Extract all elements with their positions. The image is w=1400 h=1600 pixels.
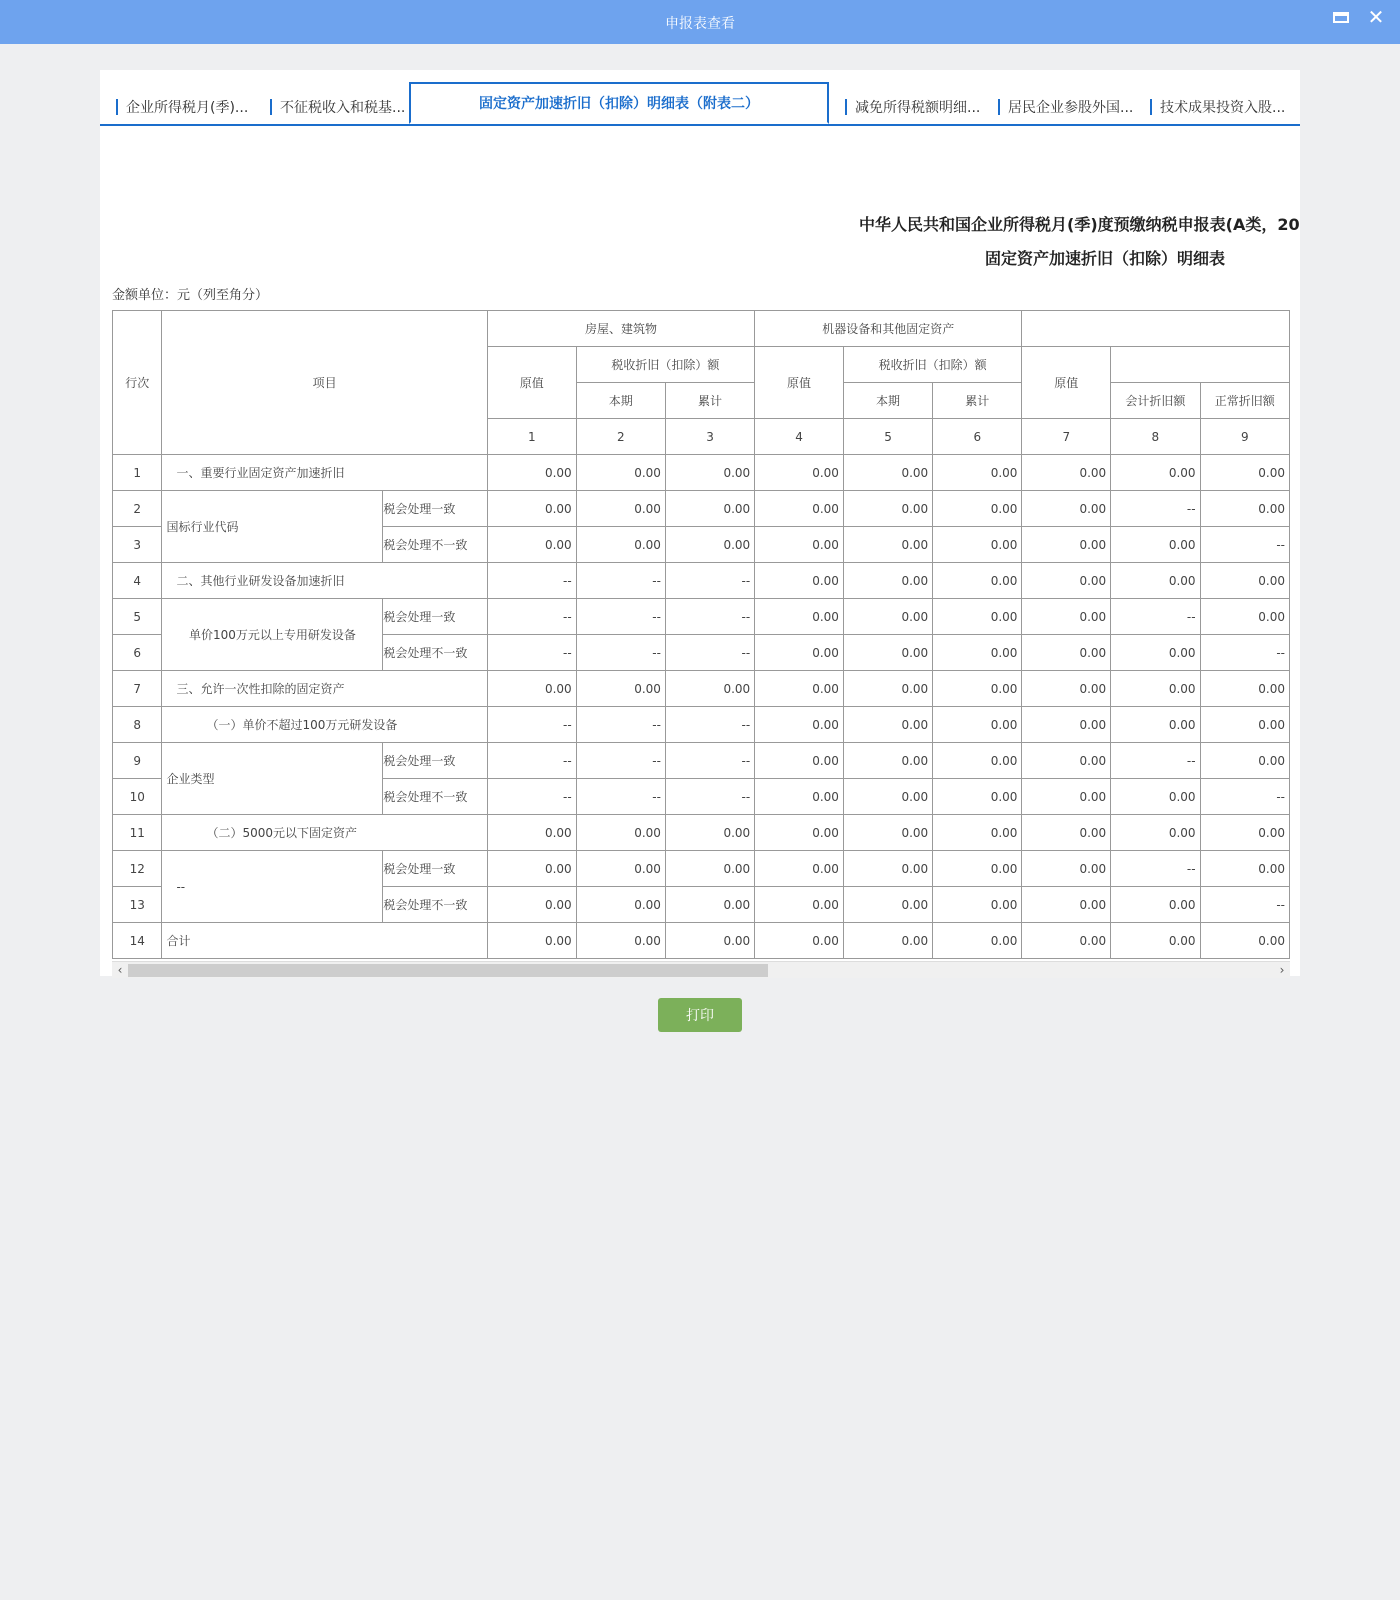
- amount-cell: 0.00: [1022, 455, 1111, 491]
- column-number: 9: [1200, 419, 1289, 455]
- tab-foreign-shareholding[interactable]: [998, 96, 1133, 118]
- amount-cell: 0.00: [933, 635, 1022, 671]
- depreciation-table: [112, 310, 1290, 959]
- window-titlebar: [0, 0, 1400, 44]
- amount-cell: 0.00: [576, 923, 665, 959]
- tax-treatment-label: 税会处理不一致: [383, 635, 488, 671]
- tab-label: 技术成果投资入股...: [1160, 100, 1286, 116]
- amount-cell: 0.00: [933, 851, 1022, 887]
- amount-cell: 0.00: [487, 851, 576, 887]
- amount-cell: --: [1200, 527, 1289, 563]
- table-row: [113, 455, 1290, 491]
- amount-cell: --: [665, 707, 754, 743]
- amount-cell: 0.00: [1111, 779, 1200, 815]
- amount-cell: --: [487, 707, 576, 743]
- table-row: [113, 563, 1290, 599]
- amount-cell: --: [665, 743, 754, 779]
- amount-cell: 0.00: [665, 671, 754, 707]
- tax-treatment-label: 税会处理一致: [383, 599, 488, 635]
- header-tax-depreciation: 税收折旧（扣除）额: [843, 347, 1022, 383]
- amount-cell: 0.00: [755, 743, 844, 779]
- amount-cell: 0.00: [843, 671, 932, 707]
- table-row: [113, 851, 1290, 887]
- amount-cell: 0.00: [933, 491, 1022, 527]
- amount-cell: --: [1200, 779, 1289, 815]
- amount-cell: 0.00: [1022, 671, 1111, 707]
- amount-cell: 0.00: [755, 851, 844, 887]
- amount-cell: 0.00: [843, 599, 932, 635]
- amount-cell: 0.00: [487, 923, 576, 959]
- amount-cell: 0.00: [576, 851, 665, 887]
- amount-cell: 0.00: [755, 599, 844, 635]
- amount-cell: 0.00: [933, 563, 1022, 599]
- amount-cell: 0.00: [755, 527, 844, 563]
- row-label: 一、重要行业固定资产加速折旧: [162, 455, 487, 491]
- amount-cell: 0.00: [1200, 671, 1289, 707]
- amount-unit-label: 金额单位：元（列至角分）: [112, 288, 269, 303]
- scrollbar-thumb[interactable]: [128, 964, 768, 977]
- tax-treatment-label: 税会处理一致: [383, 743, 488, 779]
- tab-bar: [100, 70, 1300, 126]
- row-number: 10: [113, 779, 162, 815]
- amount-cell: 0.00: [933, 779, 1022, 815]
- amount-cell: 0.00: [665, 923, 754, 959]
- amount-cell: --: [576, 707, 665, 743]
- header-original-value: 原值: [1022, 347, 1111, 419]
- header-original-value: 原值: [487, 347, 576, 419]
- amount-cell: --: [576, 599, 665, 635]
- amount-cell: 0.00: [1111, 887, 1200, 923]
- row-label: （一）单价不超过100万元研发设备: [162, 707, 487, 743]
- amount-cell: --: [665, 635, 754, 671]
- amount-cell: 0.00: [576, 527, 665, 563]
- amount-cell: 0.00: [665, 815, 754, 851]
- amount-cell: 0.00: [933, 923, 1022, 959]
- header-cumulative: 累计: [665, 383, 754, 419]
- amount-cell: --: [576, 563, 665, 599]
- window-title: 申报表查看: [665, 16, 735, 32]
- row-group-label: 企业类型: [162, 743, 383, 815]
- amount-cell: 0.00: [933, 707, 1022, 743]
- header-current-period: 本期: [576, 383, 665, 419]
- header-tax-depreciation: 税收折旧（扣除）额: [576, 347, 755, 383]
- column-number: 7: [1022, 419, 1111, 455]
- amount-cell: 0.00: [487, 887, 576, 923]
- amount-cell: 0.00: [843, 635, 932, 671]
- row-label: （二）5000元以下固定资产: [162, 815, 487, 851]
- tab-tax-reduction-details[interactable]: [845, 96, 980, 118]
- row-number: 5: [113, 599, 162, 635]
- column-number: 1: [487, 419, 576, 455]
- amount-cell: 0.00: [1111, 455, 1200, 491]
- amount-cell: 0.00: [665, 851, 754, 887]
- tab-label: 减免所得税额明细...: [855, 100, 981, 116]
- table-row: [113, 671, 1290, 707]
- amount-cell: 0.00: [1111, 923, 1200, 959]
- amount-cell: 0.00: [1111, 815, 1200, 851]
- amount-cell: 0.00: [576, 491, 665, 527]
- tab-label: 不征税收入和税基...: [280, 100, 406, 116]
- row-number: 14: [113, 923, 162, 959]
- amount-cell: 0.00: [755, 887, 844, 923]
- header-group-third: [1022, 311, 1290, 347]
- amount-cell: 0.00: [665, 887, 754, 923]
- table-row: [113, 599, 1290, 635]
- row-label: 合计: [162, 923, 487, 959]
- amount-cell: --: [665, 599, 754, 635]
- amount-cell: 0.00: [576, 455, 665, 491]
- amount-cell: 0.00: [1200, 923, 1289, 959]
- amount-cell: 0.00: [843, 491, 932, 527]
- amount-cell: 0.00: [487, 491, 576, 527]
- amount-cell: 0.00: [933, 671, 1022, 707]
- table-row: [113, 815, 1290, 851]
- amount-cell: 0.00: [665, 527, 754, 563]
- row-label: 三、允许一次性扣除的固定资产: [162, 671, 487, 707]
- header-accounting-depreciation: 会计折旧额: [1111, 383, 1200, 419]
- table-row: [113, 743, 1290, 779]
- row-number: 2: [113, 491, 162, 527]
- amount-cell: 0.00: [755, 707, 844, 743]
- amount-cell: 0.00: [1022, 923, 1111, 959]
- row-number: 7: [113, 671, 162, 707]
- amount-cell: 0.00: [487, 527, 576, 563]
- amount-cell: 0.00: [843, 851, 932, 887]
- amount-cell: 0.00: [665, 455, 754, 491]
- amount-cell: --: [576, 635, 665, 671]
- tax-treatment-label: 税会处理一致: [383, 851, 488, 887]
- row-number: 6: [113, 635, 162, 671]
- horizontal-scrollbar[interactable]: [112, 961, 1290, 978]
- document-title: 中华人民共和国企业所得税月(季)度预缴纳税申报表(A类，20: [859, 215, 1300, 234]
- amount-cell: 0.00: [755, 671, 844, 707]
- amount-cell: 0.00: [576, 887, 665, 923]
- header-depreciation-blank: [1111, 347, 1290, 383]
- amount-cell: 0.00: [487, 455, 576, 491]
- row-number: 8: [113, 707, 162, 743]
- amount-cell: 0.00: [1022, 599, 1111, 635]
- amount-cell: 0.00: [1022, 851, 1111, 887]
- amount-cell: 0.00: [843, 707, 932, 743]
- amount-cell: 0.00: [1111, 563, 1200, 599]
- amount-cell: 0.00: [755, 779, 844, 815]
- amount-cell: --: [1111, 851, 1200, 887]
- column-number: 3: [665, 419, 754, 455]
- close-icon[interactable]: ✕: [1367, 5, 1385, 29]
- column-number: 2: [576, 419, 665, 455]
- amount-cell: --: [487, 563, 576, 599]
- amount-cell: 0.00: [755, 635, 844, 671]
- amount-cell: 0.00: [1200, 707, 1289, 743]
- amount-cell: --: [1200, 635, 1289, 671]
- amount-cell: 0.00: [933, 887, 1022, 923]
- amount-cell: 0.00: [933, 455, 1022, 491]
- row-label: 二、其他行业研发设备加速折旧: [162, 563, 487, 599]
- amount-cell: 0.00: [843, 527, 932, 563]
- amount-cell: 0.00: [1200, 851, 1289, 887]
- amount-cell: 0.00: [843, 455, 932, 491]
- amount-cell: 0.00: [933, 743, 1022, 779]
- row-number: 11: [113, 815, 162, 851]
- tax-treatment-label: 税会处理一致: [383, 491, 488, 527]
- report-panel: [100, 70, 1300, 1024]
- amount-cell: 0.00: [1200, 455, 1289, 491]
- amount-cell: --: [1111, 599, 1200, 635]
- amount-cell: 0.00: [1111, 527, 1200, 563]
- row-number: 12: [113, 851, 162, 887]
- amount-cell: 0.00: [1111, 707, 1200, 743]
- amount-cell: --: [1200, 887, 1289, 923]
- amount-cell: 0.00: [843, 743, 932, 779]
- amount-cell: 0.00: [843, 923, 932, 959]
- amount-cell: 0.00: [1200, 743, 1289, 779]
- amount-cell: 0.00: [1200, 491, 1289, 527]
- amount-cell: 0.00: [1022, 491, 1111, 527]
- header-group-machinery: 机器设备和其他固定资产: [755, 311, 1022, 347]
- amount-cell: 0.00: [1111, 671, 1200, 707]
- amount-cell: --: [576, 779, 665, 815]
- amount-cell: 0.00: [1200, 563, 1289, 599]
- row-number: 13: [113, 887, 162, 923]
- tab-label: 居民企业参股外国...: [1008, 100, 1134, 116]
- amount-cell: 0.00: [1200, 599, 1289, 635]
- amount-cell: 0.00: [1022, 779, 1111, 815]
- amount-cell: 0.00: [933, 599, 1022, 635]
- amount-cell: 0.00: [1022, 743, 1111, 779]
- amount-cell: 0.00: [1022, 527, 1111, 563]
- row-group-label: --: [162, 851, 383, 923]
- column-number: 5: [843, 419, 932, 455]
- column-number: 4: [755, 419, 844, 455]
- amount-cell: 0.00: [843, 779, 932, 815]
- tab-corporate-income-tax[interactable]: [116, 96, 248, 118]
- amount-cell: 0.00: [1022, 563, 1111, 599]
- row-number: 3: [113, 527, 162, 563]
- header-group-buildings: 房屋、建筑物: [487, 311, 754, 347]
- amount-cell: --: [487, 743, 576, 779]
- header-cumulative: 累计: [933, 383, 1022, 419]
- row-group-label: 国标行业代码: [162, 491, 383, 563]
- amount-cell: --: [1111, 743, 1200, 779]
- amount-cell: 0.00: [487, 815, 576, 851]
- amount-cell: 0.00: [755, 923, 844, 959]
- amount-cell: 0.00: [843, 887, 932, 923]
- amount-cell: 0.00: [933, 527, 1022, 563]
- amount-cell: --: [665, 563, 754, 599]
- table-row: [113, 491, 1290, 527]
- tax-treatment-label: 税会处理不一致: [383, 779, 488, 815]
- amount-cell: --: [487, 635, 576, 671]
- scroll-left-icon[interactable]: ‹: [117, 963, 123, 977]
- amount-cell: --: [487, 599, 576, 635]
- depreciation-table-viewport[interactable]: [112, 310, 1290, 961]
- amount-cell: 0.00: [1022, 707, 1111, 743]
- amount-cell: 0.00: [665, 491, 754, 527]
- amount-cell: 0.00: [755, 563, 844, 599]
- row-number: 1: [113, 455, 162, 491]
- column-number: 8: [1111, 419, 1200, 455]
- amount-cell: --: [665, 779, 754, 815]
- amount-cell: --: [487, 779, 576, 815]
- row-number: 9: [113, 743, 162, 779]
- amount-cell: 0.00: [487, 671, 576, 707]
- tab-technology-investment[interactable]: [1150, 96, 1285, 118]
- amount-cell: 0.00: [755, 455, 844, 491]
- amount-cell: 0.00: [843, 563, 932, 599]
- maximize-icon[interactable]: [1328, 6, 1354, 28]
- amount-cell: 0.00: [1200, 815, 1289, 851]
- row-group-label: 单价100万元以上专用研发设备: [162, 599, 383, 671]
- amount-cell: 0.00: [755, 491, 844, 527]
- tab-label: 固定资产加速折旧（扣除）明细表（附表二）: [479, 96, 759, 112]
- tax-treatment-label: 税会处理不一致: [383, 527, 488, 563]
- column-number: 6: [933, 419, 1022, 455]
- amount-cell: 0.00: [1111, 635, 1200, 671]
- amount-cell: --: [576, 743, 665, 779]
- tax-treatment-label: 税会处理不一致: [383, 887, 488, 923]
- tab-non-taxable-income[interactable]: [270, 96, 405, 118]
- amount-cell: 0.00: [1022, 887, 1111, 923]
- amount-cell: 0.00: [755, 815, 844, 851]
- amount-cell: 0.00: [843, 815, 932, 851]
- header-row-no: 行次: [113, 311, 162, 455]
- header-original-value: 原值: [755, 347, 844, 419]
- amount-cell: 0.00: [933, 815, 1022, 851]
- amount-cell: 0.00: [576, 815, 665, 851]
- amount-cell: 0.00: [1022, 635, 1111, 671]
- amount-cell: 0.00: [576, 671, 665, 707]
- print-button[interactable]: 打印: [658, 998, 742, 1032]
- document-subtitle: 固定资产加速折旧（扣除）明细表: [985, 249, 1226, 268]
- scroll-right-icon[interactable]: ›: [1279, 963, 1285, 977]
- table-row: [113, 923, 1290, 959]
- table-row: [113, 707, 1290, 743]
- tab-accelerated-depreciation[interactable]: [409, 82, 829, 124]
- header-item: 项目: [162, 311, 487, 455]
- tab-label: 企业所得税月(季)...: [126, 100, 249, 116]
- header-normal-depreciation: 正常折旧额: [1200, 383, 1289, 419]
- amount-cell: 0.00: [1022, 815, 1111, 851]
- row-number: 4: [113, 563, 162, 599]
- amount-cell: --: [1111, 491, 1200, 527]
- header-current-period: 本期: [843, 383, 932, 419]
